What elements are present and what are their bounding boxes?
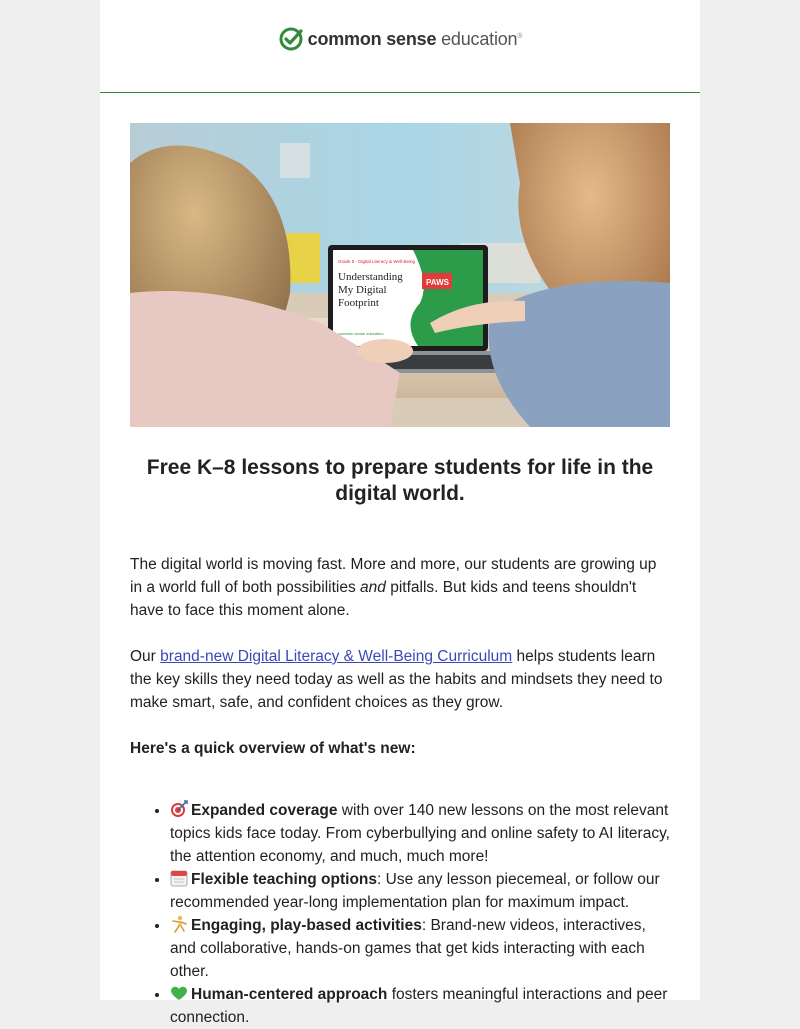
target-icon <box>170 800 188 818</box>
email-card <box>100 0 700 1026</box>
svg-text:Footprint: Footprint <box>338 297 379 309</box>
green-heart-icon <box>170 984 188 1002</box>
svg-text:PAWS: PAWS <box>426 278 449 287</box>
brand-logo[interactable] <box>278 26 523 52</box>
headline: Free K–8 lessons to prepare students for life in the digital world. <box>146 456 654 505</box>
feature-item: • Flexible teaching options: Use any lesson piecemeal, or follow our recommended year-long implementation plan for maximum impact. <box>170 868 670 914</box>
overview-heading: Here's a quick overview of what's new: <box>130 740 416 757</box>
svg-text:Understanding: Understanding <box>338 271 403 283</box>
hero-image[interactable] <box>130 123 670 427</box>
intro-paragraph: The digital world is moving fast. More and more, our students are growing up in a world full of both possibilities and pitfalls. But kids and teens shouldn't have to face this moment alone. <box>130 556 657 619</box>
feature-list <box>130 799 670 1029</box>
email-header <box>100 0 700 93</box>
checkmark-logo-icon <box>278 26 304 52</box>
svg-text:common sense education: common sense education <box>338 331 384 336</box>
calendar-icon <box>170 869 188 887</box>
dancer-icon <box>170 915 188 933</box>
email-body <box>130 553 670 1029</box>
hero-illustration <box>130 123 670 427</box>
curriculum-link[interactable]: brand-new Digital Literacy & Well-Being Curriculum <box>160 648 513 665</box>
svg-text:My Digital: My Digital <box>338 284 387 296</box>
feature-item: • Human-centered approach fosters meaningful interactions and peer connection. <box>170 983 670 1029</box>
brand-wordmark: common sense education® <box>307 28 523 49</box>
curriculum-paragraph: Our brand-new Digital Literacy & Well-Being Curriculum helps students learn the key skills they need today as well as the habits and mindsets they need to make smart, safe, and confident choices as they grow. <box>130 648 663 711</box>
feature-item: • Expanded coverage with over 140 new lessons on the most relevant topics kids face today. From cyberbullying and online safety to AI literacy, the attention economy, and much, much more! <box>170 799 670 868</box>
svg-text:Grade 5 · Digital Literacy & W: Grade 5 · Digital Literacy & Well-Being <box>338 259 415 264</box>
feature-item: • Engaging, play-based activities: Brand-new videos, interactives, and collaborative, hands-on games that get kids interacting with each other. <box>170 914 670 983</box>
